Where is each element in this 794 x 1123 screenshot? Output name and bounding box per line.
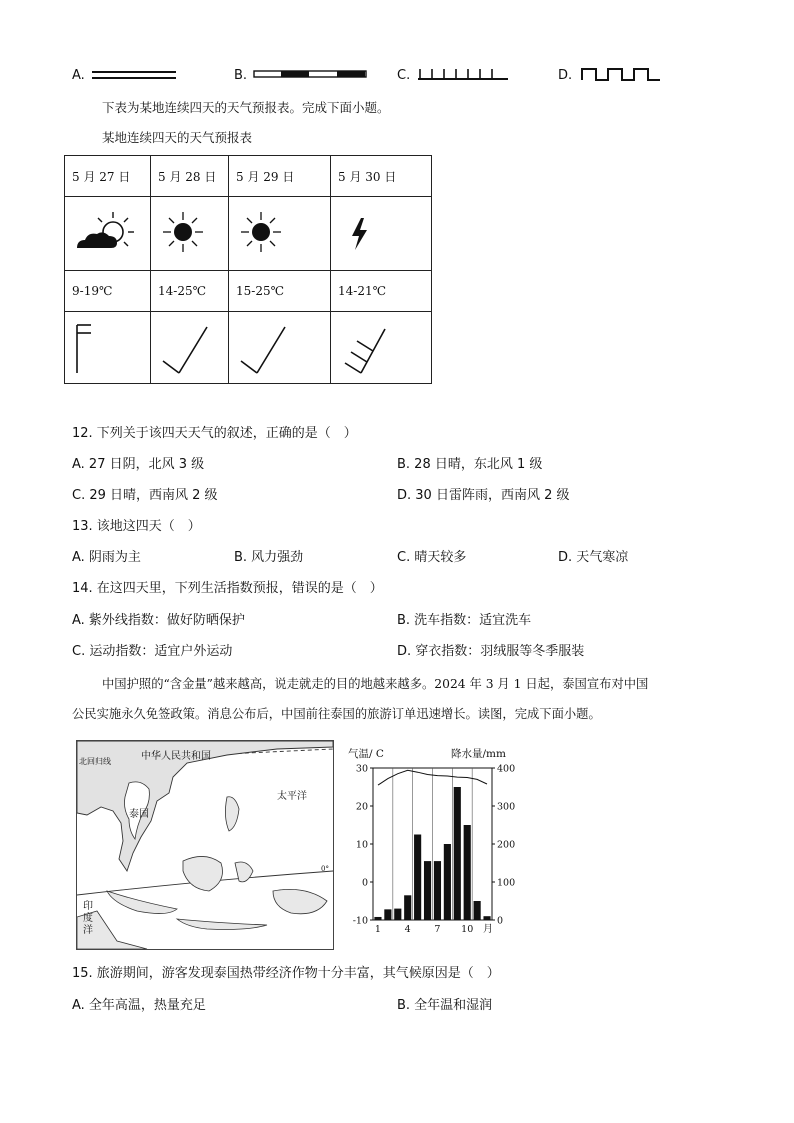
temp-cell: 14-21℃ [338,284,387,298]
q15-stem: 15. 旅游期间，游客发现泰国热带经济作物十分丰富，其气候原因是（ ） [72,966,500,981]
precipitation-bar [464,825,471,920]
right-tick-label: 0 [497,915,504,927]
q14-option-b[interactable]: B. 洗车指数：适宜洗车 [397,613,532,628]
q12-stem: 12. 下列关于该四天天气的叙述，正确的是（ ） [72,426,357,441]
sunny-icon [151,198,228,270]
precipitation-bar [483,916,490,920]
left-tick-label: 20 [355,801,368,813]
square-wave-symbol-icon [580,66,662,82]
comb-line-symbol-icon [416,66,510,82]
q12-option-d[interactable]: D. 30 日雷阵雨，西南风 2 级 [397,488,570,503]
left-tick-label: 10 [355,839,368,851]
option-d-label: D. [558,68,573,83]
q13-option-a[interactable]: A. 阴雨为主 [72,550,141,565]
month-unit-label: 月 [483,924,493,935]
q13-option-d[interactable]: D. 天气寒凉 [558,550,629,565]
option-b-label: B. [234,68,248,83]
left-tick-label: 30 [355,763,368,775]
right-tick-label: 400 [497,763,516,775]
x-tick-label: 7 [434,924,441,935]
temp-cell: 14-25℃ [158,284,207,298]
date-cell: 5 月 27 日 [72,169,131,184]
left-axis-label: 气温/ C [348,748,384,760]
q14-option-d[interactable]: D. 穿衣指数：羽绒服等冬季服装 [397,644,585,659]
precipitation-bar [414,835,421,921]
precipitation-bar [424,861,431,920]
passage-line-1: 中国护照的“含金量”越来越高，说走就走的目的地越来越多。2024 年 3 月 1 日起，泰国宣布对中国 [102,677,649,691]
date-cell: 5 月 29 日 [236,169,295,184]
railway-symbol-icon [253,70,369,80]
wind-barb-southwest-icon [151,313,228,383]
double-line-symbol-icon [90,68,178,82]
right-tick-label: 100 [497,877,516,889]
climate-chart [345,746,520,941]
southeast-asia-map [76,740,334,950]
q13-stem: 13. 该地这四天（ ） [72,519,201,534]
thunderstorm-icon [331,198,431,270]
option-c-label: C. [397,68,411,83]
option-a-label: A. [72,68,85,83]
right-axis-label: 降水量/mm [451,748,506,760]
q15-option-a[interactable]: A. 全年高温，热量充足 [72,998,206,1013]
precipitation-bar [394,909,401,920]
right-tick-label: 300 [497,801,516,813]
precipitation-bar [384,909,391,920]
partly-cloudy-icon [65,198,150,270]
wind-barb-north-icon [65,313,150,383]
map-label-thailand: 泰国 [129,809,149,820]
x-tick-label: 1 [374,924,381,935]
q14-option-c[interactable]: C. 运动指数：适宜户外运动 [72,644,233,659]
precipitation-bar [474,901,481,920]
precipitation-bar [434,861,441,920]
forecast-table [64,155,432,384]
map-label-china: 中华人民共和国 [141,751,211,762]
date-cell: 5 月 30 日 [338,169,397,184]
date-cell: 5 月 28 日 [158,169,217,184]
table-caption: 某地连续四天的天气预报表 [102,130,253,145]
map-label-indian-3: 洋 [83,925,93,936]
precipitation-bar [404,895,411,920]
wind-barb-southwest-icon [229,313,330,383]
q14-stem: 14. 在这四天里，下列生活指数预报，错误的是（ ） [72,581,383,596]
q13-option-b[interactable]: B. 风力强劲 [234,550,304,565]
map-label-tropic: 北回归线 [79,757,111,766]
q12-option-a[interactable]: A. 27 日阴，北风 3 级 [72,457,205,472]
weather-intro: 下表为某地连续四天的天气预报表。完成下面小题。 [102,100,390,115]
left-tick-label: 0 [361,877,368,889]
left-tick-label: -10 [352,915,368,927]
q14-option-a[interactable]: A. 紫外线指数：做好防晒保护 [72,613,245,628]
q12-option-c[interactable]: C. 29 日晴，西南风 2 级 [72,488,218,503]
wind-barb-southwest-strong-icon [331,313,431,383]
passage-line-2: 公民实施永久免签政策。消息公布后，中国前往泰国的旅游订单迅速增长。读图，完成下面小题。 [72,707,601,721]
precipitation-bar [374,917,381,920]
sunny-icon [229,198,330,270]
temp-cell: 15-25℃ [236,284,285,298]
x-tick-label: 4 [404,924,411,935]
right-tick-label: 200 [497,839,516,851]
map-label-indian-2: 度 [83,913,93,924]
x-tick-label: 10 [461,924,474,935]
map-label-equator: 0° [321,865,329,873]
temp-cell: 9-19℃ [72,284,113,298]
q15-option-b[interactable]: B. 全年温和湿润 [397,998,493,1013]
map-label-indian-1: 印 [83,901,93,912]
map-label-pacific: 太平洋 [277,791,307,802]
precipitation-bar [454,787,461,920]
precipitation-bar [444,844,451,920]
q12-option-b[interactable]: B. 28 日晴，东北风 1 级 [397,457,543,472]
q13-option-c[interactable]: C. 晴天较多 [397,550,467,565]
